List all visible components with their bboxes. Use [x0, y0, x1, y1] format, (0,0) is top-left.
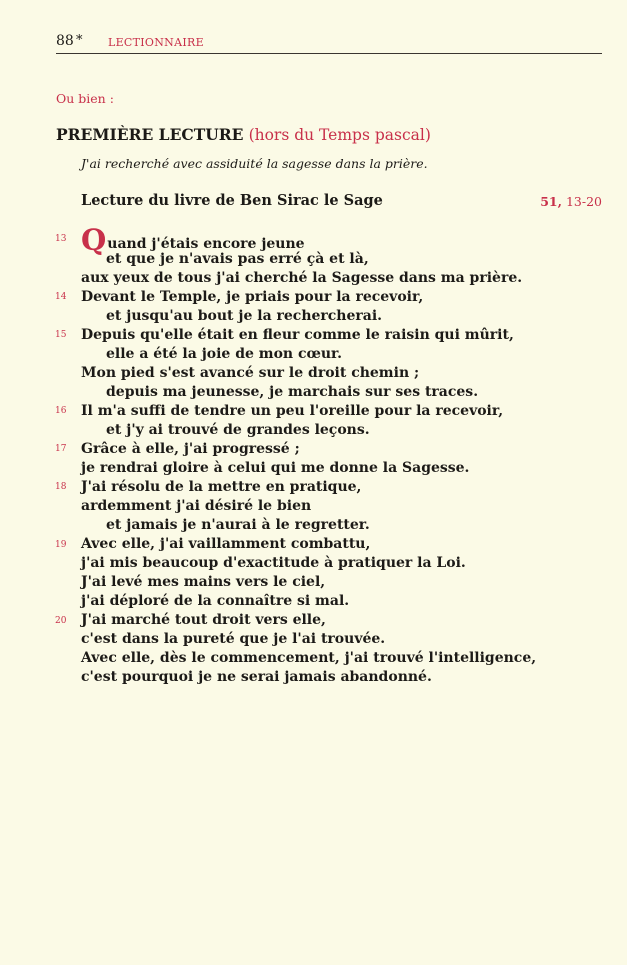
verse-line: ardemment j'ai désiré le bien [81, 498, 312, 514]
verse-line: Depuis qu'elle était en fleur comme le raisin qui mûrit, [81, 327, 514, 343]
verse-line [81, 223, 305, 257]
drop-cap: Q [81, 223, 107, 257]
section-name: LECTIONNAIRE [108, 36, 204, 49]
verse-line: Avec elle, dès le commencement, j'ai trouvé l'intelligence, [81, 650, 537, 666]
verse-line: Devant le Temple, je priais pour la recevoir, [81, 289, 424, 305]
verse-line: et j'y ai trouvé de grandes leçons. [106, 422, 370, 438]
verse-line: je rendrai gloire à celui qui me donne la Sagesse. [81, 460, 470, 476]
alternative-label: Ou bien : [56, 91, 114, 106]
verse-line: Grâce à elle, j'ai progressé ; [81, 441, 300, 457]
verse-line: Il m'a suffi de tendre un peu l'oreille pour la recevoir, [81, 403, 504, 419]
verse-line: j'ai mis beaucoup d'exactitude à pratiquer la Loi. [81, 555, 466, 571]
verse-line: Avec elle, j'ai vaillamment combattu, [81, 536, 371, 552]
verse-line: depuis ma jeunesse, je marchais sur ses traces. [106, 384, 479, 400]
running-head [56, 33, 602, 54]
verse-line: Mon pied s'est avancé sur le droit chemin ; [81, 365, 420, 381]
scripture-reference [540, 194, 602, 209]
verse-number: 15 [55, 330, 67, 340]
book-line [81, 192, 602, 214]
reading-title-main: PREMIÈRE LECTURE [56, 125, 244, 144]
reading-title-subtitle: (hors du Temps pascal) [248, 126, 431, 144]
verse-line: c'est pourquoi je ne serai jamais abandonné. [81, 669, 432, 685]
verse-line: c'est dans la pureté que je l'ai trouvée. [81, 631, 386, 647]
verse-line: J'ai levé mes mains vers le ciel, [81, 574, 326, 590]
verse-line: elle a été la joie de mon cœur. [106, 346, 343, 362]
verse-line-text: uand j'étais encore jeune [107, 236, 305, 252]
reading-tagline: J'ai recherché avec assiduité la sagesse dans la prière. [81, 156, 428, 171]
reading-title [56, 125, 431, 144]
verse-number: 14 [55, 292, 67, 302]
verse-number: 13 [55, 234, 67, 244]
reference-verses: 13-20 [565, 194, 602, 209]
page-number: 88 [56, 33, 74, 49]
verse-line: et jusqu'au bout je la rechercherai. [106, 308, 383, 324]
verse-number: 17 [55, 444, 67, 454]
verse-line: j'ai déploré de la connaître si mal. [81, 593, 350, 609]
verse-line: et jamais je n'aurai à le regretter. [106, 517, 370, 533]
verse-line: J'ai résolu de la mettre en pratique, [81, 479, 362, 495]
star-mark: * [76, 33, 83, 48]
book-title: Lecture du livre de Ben Sirac le Sage [81, 192, 383, 209]
verse-number: 19 [55, 540, 67, 550]
verse-line: J'ai marché tout droit vers elle, [81, 612, 326, 628]
verse-number: 16 [55, 406, 67, 416]
verse-line: et que je n'avais pas erré çà et là, [106, 251, 369, 267]
verse-number: 20 [55, 616, 67, 626]
verse-line: aux yeux de tous j'ai cherché la Sagesse dans ma prière. [81, 270, 523, 286]
reference-chapter: 51, [540, 194, 562, 209]
verse-number: 18 [55, 482, 67, 492]
